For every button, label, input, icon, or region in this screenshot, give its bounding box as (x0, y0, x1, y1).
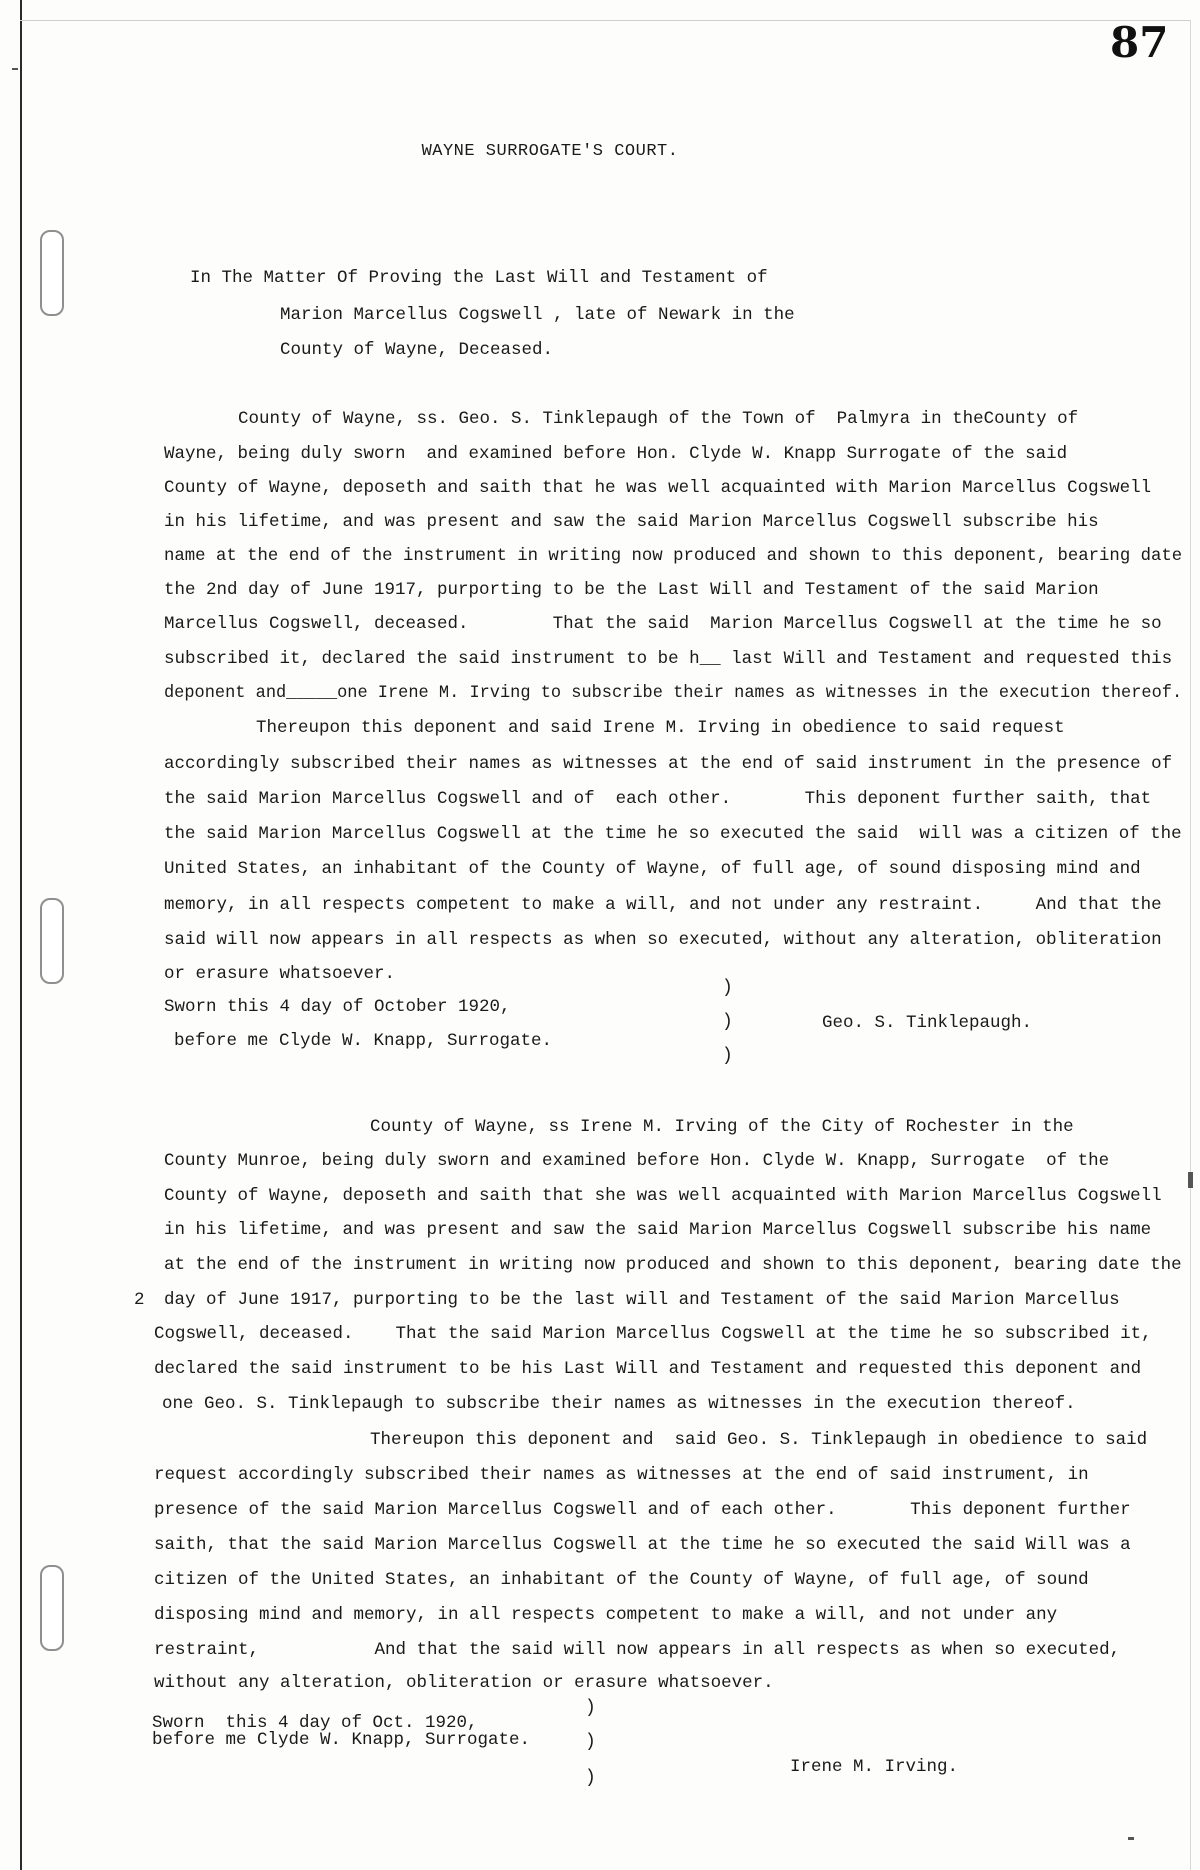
affidavit2-line: Cogswell, deceased. That the said Marion Marcellus Cogswell at the time he so subscribed it, (154, 1324, 1152, 1344)
bracket-paren: ) (585, 1768, 596, 1788)
page-number: 87 (1110, 18, 1169, 67)
affidavit1-line: name at the end of the instrument in writing now produced and shown to this deponent, bearing date (164, 546, 1183, 566)
affidavit1-line: the said Marion Marcellus Cogswell at the time he so executed the said will was a citizen of the (164, 824, 1182, 844)
affidavit2-line: saith, that the said Marion Marcellus Cogswell at the time he so executed the said Will was a (154, 1535, 1131, 1555)
affidavit1-line: County of Wayne, deposeth and saith that he was well acquainted with Marion Marcellus Cogswell (164, 478, 1152, 498)
bracket-paren: ) (722, 978, 733, 998)
affidavit2-line: presence of the said Marion Marcellus Cogswell and of each other. This deponent further (154, 1500, 1131, 1520)
matter-line: In The Matter Of Proving the Last Will and Testament of (190, 268, 768, 288)
affidavit1-line: or erasure whatsoever. (164, 964, 396, 984)
page-right-edge (1190, 20, 1191, 1870)
affidavit2-line: request accordingly subscribed their names as witnesses at the end of said instrument, in (154, 1465, 1089, 1485)
affidavit1-line: accordingly subscribed their names as witnesses at the end of said instrument in the presence of (164, 754, 1173, 774)
affidavit1-sworn-line: before me Clyde W. Knapp, Surrogate. (174, 1031, 553, 1051)
scan-mark (1128, 1837, 1134, 1840)
affidavit1-line: subscribed it, declared the said instrument to be h__ last Will and Testament and requested this (164, 649, 1173, 669)
punch-hole-icon (40, 1565, 64, 1651)
affidavit1-line: in his lifetime, and was present and saw the said Marion Marcellus Cogswell subscribe his (164, 512, 1099, 532)
scan-mark (12, 68, 18, 70)
affidavit2-line: disposing mind and memory, in all respects competent to make a will, and not under any (154, 1605, 1058, 1625)
affidavit2-sworn-line: Sworn this 4 day of Oct. 1920, (152, 1713, 478, 1733)
affidavit2-line: Thereupon this deponent and said Geo. S. Tinklepaugh in obedience to said (370, 1430, 1148, 1450)
matter-line: Marion Marcellus Cogswell , late of Newark in the (280, 305, 795, 325)
affidavit1-line: the said Marion Marcellus Cogswell and of each other. This deponent further saith, that (164, 789, 1152, 809)
affidavit2-line: one Geo. S. Tinklepaugh to subscribe their names as witnesses in the execution thereof. (162, 1394, 1076, 1414)
affidavit1-line: Wayne, being duly sworn and examined before Hon. Clyde W. Knapp Surrogate of the said (164, 444, 1068, 464)
bracket-paren: ) (722, 1046, 733, 1066)
affidavit2-line: County of Wayne, deposeth and saith that she was well acquainted with Marion Marcellus Cogswell (164, 1186, 1162, 1206)
bracket-paren: ) (585, 1732, 596, 1752)
affidavit1-line: County of Wayne, ss. Geo. S. Tinklepaugh of the Town of Palmyra in theCounty of (238, 409, 1079, 429)
margin-number: 2 (134, 1290, 145, 1310)
affidavit2-sworn-line: before me Clyde W. Knapp, Surrogate. (152, 1730, 531, 1750)
affidavit1-line: the 2nd day of June 1917, purporting to be the Last Will and Testament of the said Marion (164, 580, 1099, 600)
bracket-paren: ) (585, 1698, 596, 1718)
affidavit2-line: without any alteration, obliteration or erasure whatsoever. (154, 1673, 774, 1693)
court-heading: WAYNE SURROGATE'S COURT. (421, 142, 679, 161)
signature-tinklepaugh: Geo. S. Tinklepaugh. (822, 1013, 1033, 1033)
scan-mark (1188, 1172, 1193, 1188)
affidavit1-line: United States, an inhabitant of the County of Wayne, of full age, of sound disposing mind and (164, 859, 1141, 879)
affidavit2-line: day of June 1917, purporting to be the last will and Testament of the said Marion Marcellus (164, 1290, 1120, 1310)
affidavit2-line: restraint, And that the said will now appears in all respects as when so executed, (154, 1640, 1121, 1660)
affidavit2-line: County of Wayne, ss Irene M. Irving of the City of Rochester in the (370, 1117, 1074, 1137)
affidavit1-line: deponent and_____one Irene M. Irving to subscribe their names as witnesses in the execution thereof. (164, 683, 1183, 703)
affidavit1-sworn-line: Sworn this 4 day of October 1920, (164, 997, 511, 1017)
affidavit2-line: in his lifetime, and was present and saw the said Marion Marcellus Cogswell subscribe his name (164, 1220, 1152, 1240)
affidavit2-line: County Munroe, being duly sworn and examined before Hon. Clyde W. Knapp, Surrogate of the (164, 1151, 1110, 1171)
affidavit2-line: citizen of the United States, an inhabitant of the County of Wayne, of full age, of sound (154, 1570, 1089, 1590)
punch-hole-icon (40, 898, 64, 984)
affidavit1-line: Thereupon this deponent and said Irene M. Irving in obedience to said request (256, 718, 1065, 738)
affidavit2-line: declared the said instrument to be his Last Will and Testament and requested this deponent and (154, 1359, 1142, 1379)
matter-line: County of Wayne, Deceased. (280, 340, 554, 360)
affidavit1-line: memory, in all respects competent to make a will, and not under any restraint. And that the (164, 895, 1162, 915)
affidavit1-line: Marcellus Cogswell, deceased. That the said Marion Marcellus Cogswell at the time he so (164, 614, 1162, 634)
affidavit2-line: at the end of the instrument in writing now produced and shown to this deponent, bearing date the (164, 1255, 1182, 1275)
page-top-edge (20, 20, 1190, 21)
punch-hole-icon (40, 230, 64, 316)
page-left-edge (20, 0, 22, 1870)
bracket-paren: ) (722, 1012, 733, 1032)
signature-irving: Irene M. Irving. (790, 1757, 959, 1777)
affidavit1-line: said will now appears in all respects as when so executed, without any alteration, obliteration (164, 930, 1162, 950)
